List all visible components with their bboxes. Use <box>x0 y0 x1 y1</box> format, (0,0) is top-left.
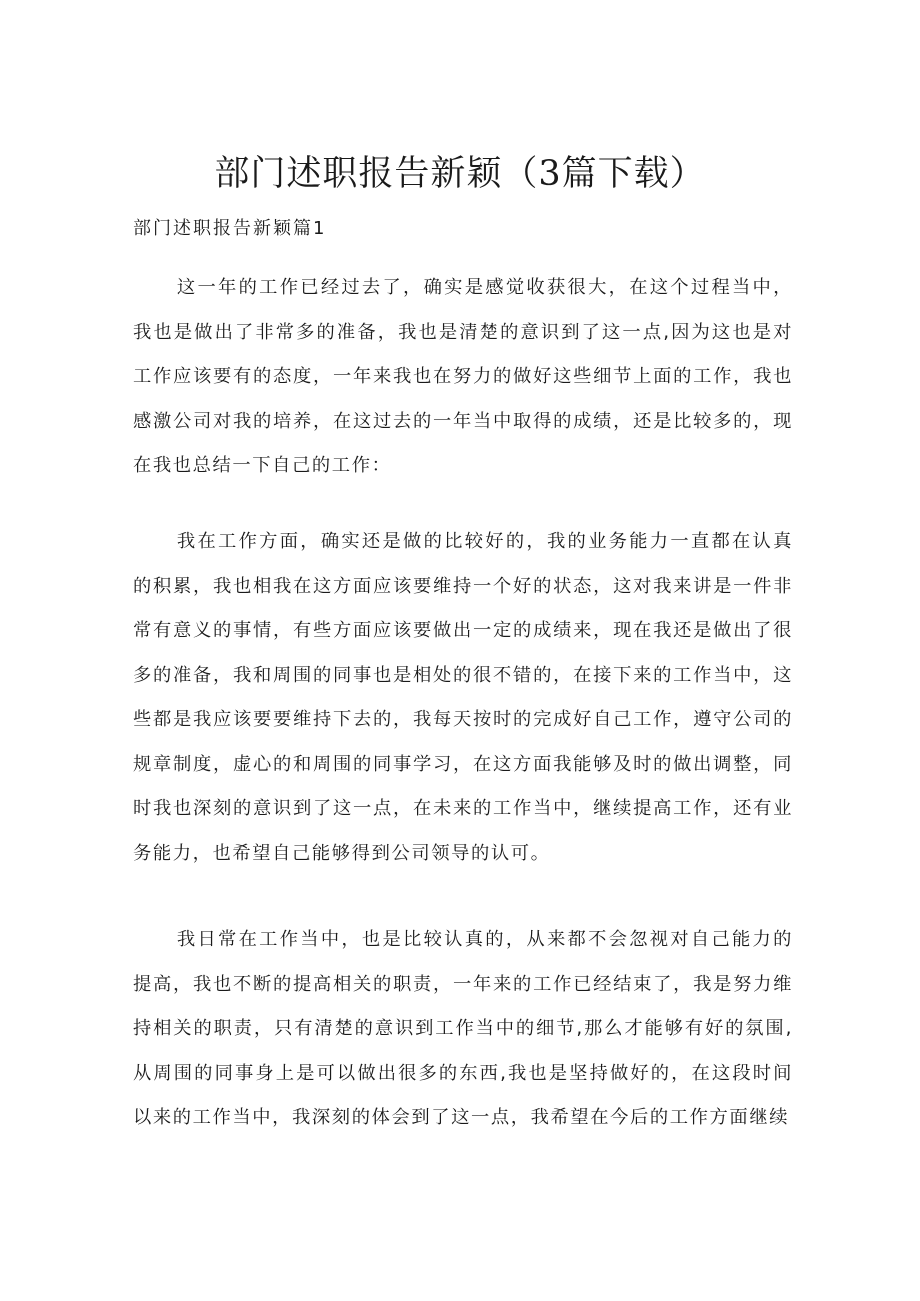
section-heading: 部门述职报告新颖篇1 <box>133 218 327 239</box>
body-paragraph-1: 这一年的工作已经过去了，确实是感觉收获很大，在这个过程当中，我也是做出了非常多的准备，我也是清楚的意识到了这一点,因为这也是对工作应该要有的态度，一年来我也在努力的做好这些细节上面的工作，我也感激公司对我的培养，在这过去的一年当中取得的成绩，还是比较多的，现在我也总结一下自己的工作： <box>133 277 793 476</box>
body-paragraph-3: 我日常在工作当中，也是比较认真的，从来都不会忽视对自己能力的提高，我也不断的提高相关的职责，一年来的工作已经结束了，我是努力维持相关的职责，只有清楚的意识到工作当中的细节,那么才能够有好的氛围,从周围的同事身上是可以做出很多的东西,我也是坚持做好的，在这段时间以来的工作当中，我深刻的体会到了这一点，我希望在今后的工作方面继续 <box>133 929 793 1128</box>
document-title: 部门述职报告新颖（3篇下载） <box>214 154 706 194</box>
body-paragraph-2: 我在工作方面，确实还是做的比较好的，我的业务能力一直都在认真的积累，我也相我在这方面应该要维持一个好的状态，这对我来讲是一件非常有意义的事情，有些方面应该要做出一定的成绩来，现在我还是做出了很多的准备，我和周围的同事也是相处的很不错的，在接下来的工作当中，这些都是我应该要要维持下去的，我每天按时的完成好自己工作，遵守公司的规章制度，虚心的和周围的同事学习，在这方面我能够及时的做出调整，同时我也深刻的意识到了这一点，在未来的工作当中，继续提高工作，还有业务能力，也希望自己能够得到公司领导的认可。 <box>133 531 793 864</box>
